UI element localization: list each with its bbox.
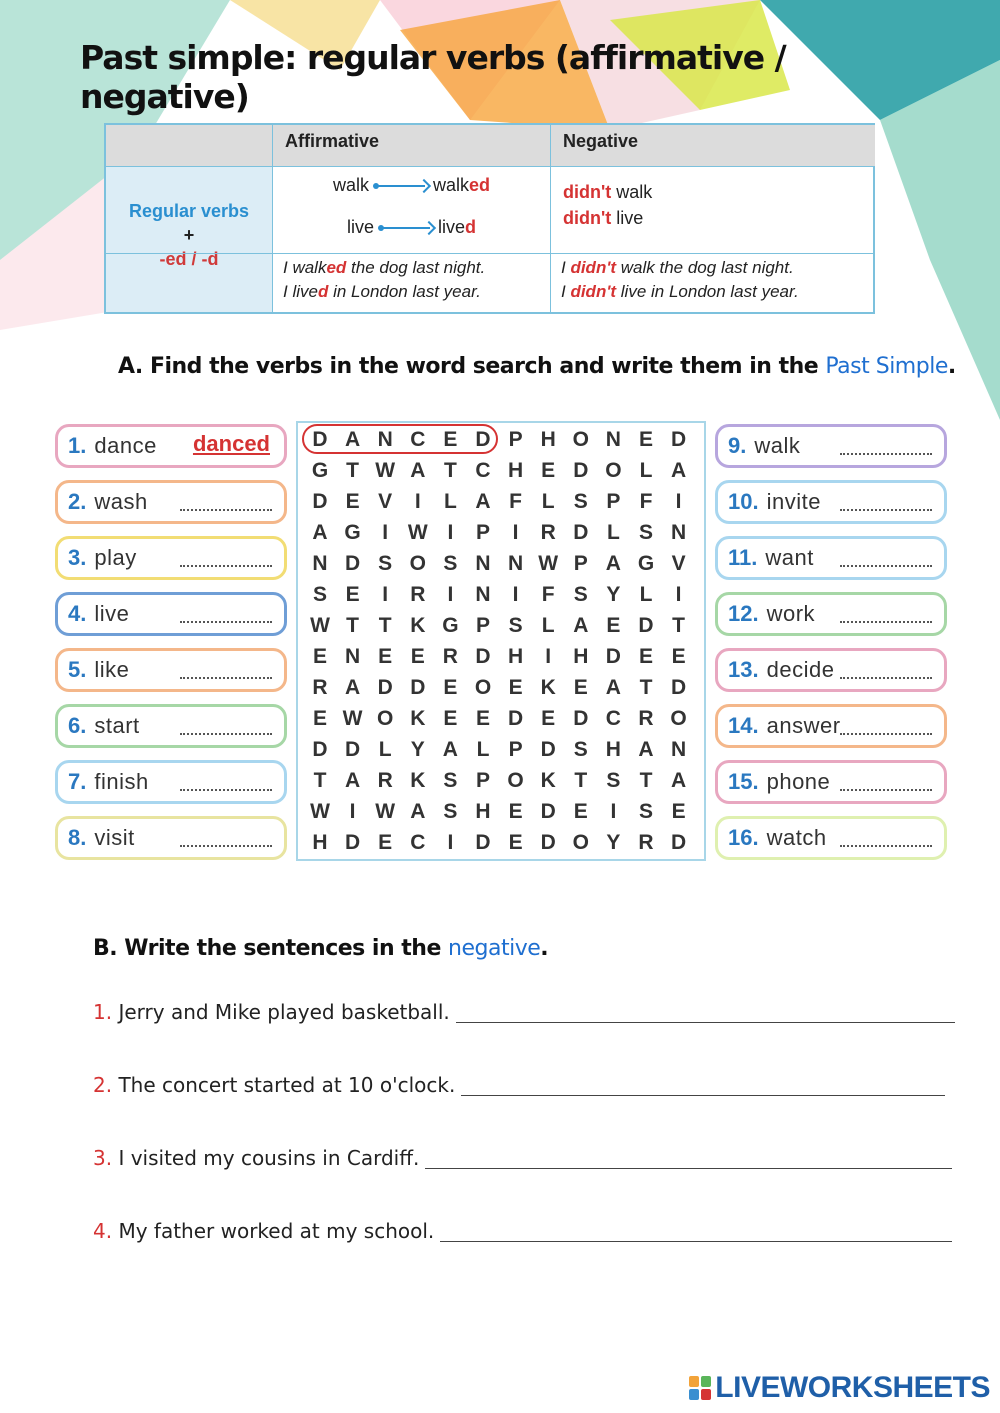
- grid-letter[interactable]: T: [672, 614, 685, 637]
- grid-letter[interactable]: W: [407, 521, 428, 544]
- item-number: 4.: [68, 601, 87, 626]
- left-item-item: [55, 424, 287, 468]
- grid-letter[interactable]: W: [342, 707, 363, 730]
- grid-letter[interactable]: T: [313, 769, 327, 792]
- grid-letter[interactable]: H: [540, 428, 556, 451]
- grid-letter[interactable]: D: [475, 831, 491, 854]
- grid-letter[interactable]: A: [605, 552, 621, 575]
- grid-letter[interactable]: I: [414, 490, 421, 513]
- item-number: 12.: [728, 601, 759, 626]
- grid-letter[interactable]: E: [573, 676, 588, 699]
- answer-line[interactable]: [456, 1022, 955, 1023]
- page-title: Past simple: regular verbs (affirmative / negative): [80, 38, 786, 116]
- answer-field[interactable]: [180, 565, 272, 567]
- grid-letter[interactable]: A: [345, 769, 361, 792]
- grid-letter[interactable]: A: [345, 428, 361, 451]
- right-item-item: [715, 704, 947, 748]
- item-verb: wash: [94, 489, 148, 514]
- table-corner: [106, 125, 272, 166]
- item-verb: decide: [766, 657, 835, 682]
- grid-letter[interactable]: E: [573, 800, 588, 823]
- item-verb: live: [94, 601, 130, 626]
- grid-letter[interactable]: D: [671, 428, 687, 451]
- word-search-row: [298, 766, 704, 797]
- item-number: 1.: [68, 433, 87, 458]
- grid-letter[interactable]: A: [671, 459, 687, 482]
- header-affirmative: Affirmative: [272, 125, 550, 166]
- item-verb: work: [766, 601, 816, 626]
- answer-field[interactable]: [840, 845, 932, 847]
- grid-letter[interactable]: E: [508, 831, 523, 854]
- word-search-row: [298, 580, 704, 611]
- grid-letter[interactable]: S: [312, 583, 327, 606]
- sentence-item: 2. The concert started at 10 o'clock.: [93, 1073, 456, 1097]
- item-verb: play: [94, 545, 137, 570]
- grid-letter[interactable]: D: [671, 831, 687, 854]
- grid-letter[interactable]: S: [378, 552, 393, 575]
- answer-field[interactable]: [840, 789, 932, 791]
- grid-letter[interactable]: S: [508, 614, 523, 637]
- right-item-item: [715, 480, 947, 524]
- grid-letter[interactable]: H: [312, 831, 328, 854]
- grid-letter[interactable]: T: [639, 676, 653, 699]
- section-a-instruction: A. Find the verbs in the word search and write them in the Past Simple.: [118, 354, 956, 379]
- grid-letter[interactable]: V: [671, 552, 686, 575]
- item-number: 14.: [728, 713, 759, 738]
- grid-letter[interactable]: E: [312, 645, 327, 668]
- answer-line[interactable]: [425, 1168, 952, 1169]
- grid-letter[interactable]: T: [443, 459, 457, 482]
- example-live: live lived: [346, 217, 477, 237]
- word-search-row: [298, 797, 704, 828]
- right-item-item: [715, 424, 947, 468]
- grid-letter[interactable]: R: [442, 645, 458, 668]
- affirmative-sentences: I walked the dog last night. I lived in London last year.: [272, 253, 550, 312]
- grid-letter[interactable]: R: [377, 769, 393, 792]
- negative-examples: didn't walk didn't live: [550, 166, 875, 253]
- grid-letter[interactable]: L: [378, 738, 392, 761]
- grid-letter[interactable]: T: [378, 614, 392, 637]
- grid-letter[interactable]: A: [475, 490, 491, 513]
- item-number: 9.: [728, 433, 747, 458]
- example-walk: walk walked: [332, 175, 491, 195]
- grid-letter[interactable]: T: [346, 459, 359, 482]
- grid-letter[interactable]: R: [410, 583, 426, 606]
- item-verb: watch: [766, 825, 827, 850]
- item-number: 16.: [728, 825, 759, 850]
- grid-letter[interactable]: S: [443, 769, 458, 792]
- grid-letter[interactable]: W: [310, 800, 330, 823]
- grid-letter[interactable]: E: [475, 707, 490, 730]
- grid-letter[interactable]: O: [670, 707, 687, 730]
- grid-letter[interactable]: O: [605, 459, 622, 482]
- grid-letter[interactable]: R: [638, 831, 654, 854]
- grid-letter[interactable]: P: [606, 490, 621, 513]
- answer-field[interactable]: [840, 509, 932, 511]
- item-number: 11.: [728, 545, 758, 570]
- grid-letter[interactable]: I: [610, 800, 617, 823]
- grid-letter[interactable]: P: [475, 614, 490, 637]
- grid-letter[interactable]: S: [573, 490, 588, 513]
- grid-letter[interactable]: G: [344, 521, 361, 544]
- grid-letter[interactable]: D: [312, 490, 328, 513]
- grid-letter[interactable]: D: [475, 645, 491, 668]
- grid-letter[interactable]: H: [508, 645, 524, 668]
- grid-letter[interactable]: O: [507, 769, 524, 792]
- item-number: 13.: [728, 657, 759, 682]
- grid-letter[interactable]: D: [605, 645, 621, 668]
- grid-letter[interactable]: F: [541, 583, 555, 606]
- answer-field[interactable]: [840, 733, 932, 735]
- grid-letter[interactable]: N: [475, 583, 491, 606]
- right-item-item: [715, 536, 947, 580]
- grid-letter[interactable]: E: [638, 645, 653, 668]
- word-search-row: [298, 642, 704, 673]
- grid-letter[interactable]: I: [545, 645, 552, 668]
- sentence-item: 1. Jerry and Mike played basketball.: [93, 1000, 450, 1024]
- word-search-row: [298, 735, 704, 766]
- grid-letter[interactable]: D: [540, 800, 556, 823]
- grid-letter[interactable]: E: [345, 583, 360, 606]
- item-verb: walk: [754, 433, 801, 458]
- grid-letter[interactable]: A: [573, 614, 589, 637]
- grid-letter[interactable]: F: [509, 490, 522, 513]
- grid-letter[interactable]: D: [573, 707, 589, 730]
- answer-field[interactable]: [180, 621, 272, 623]
- item-verb: finish: [94, 769, 149, 794]
- item-number: 6.: [68, 713, 87, 738]
- regular-verbs-label: Regular verbs + -ed / -d: [106, 166, 272, 312]
- sentence-item: 3. I visited my cousins in Cardiff.: [93, 1146, 420, 1170]
- answer-line[interactable]: [461, 1095, 945, 1096]
- grid-letter[interactable]: N: [671, 738, 687, 761]
- item-verb: dance: [94, 433, 157, 458]
- grid-letter[interactable]: Y: [606, 831, 621, 854]
- item-number: 5.: [68, 657, 87, 682]
- left-item-item: [55, 480, 287, 524]
- grid-letter[interactable]: D: [573, 521, 589, 544]
- grid-letter[interactable]: K: [540, 676, 556, 699]
- grid-letter[interactable]: I: [675, 490, 682, 513]
- right-item-item: [715, 760, 947, 804]
- item-number: 8.: [68, 825, 87, 850]
- item-number: 7.: [68, 769, 87, 794]
- grid-letter[interactable]: Y: [410, 738, 425, 761]
- grid-letter[interactable]: I: [447, 583, 454, 606]
- grid-letter[interactable]: E: [378, 831, 393, 854]
- grid-letter[interactable]: E: [443, 428, 458, 451]
- right-item-item: [715, 816, 947, 860]
- left-item-item: [55, 536, 287, 580]
- grid-letter[interactable]: P: [475, 521, 490, 544]
- negative-sentences: I didn't walk the dog last night. I didn't live in London last year.: [550, 253, 875, 312]
- item-number: 2.: [68, 489, 87, 514]
- right-item-item: [715, 592, 947, 636]
- grid-letter[interactable]: W: [538, 552, 559, 575]
- grid-letter[interactable]: C: [410, 428, 426, 451]
- grid-letter[interactable]: I: [512, 583, 519, 606]
- grid-letter[interactable]: T: [574, 769, 588, 792]
- grid-letter[interactable]: N: [377, 428, 393, 451]
- word-search-row: [298, 673, 704, 704]
- grid-letter[interactable]: L: [606, 521, 620, 544]
- answer-line[interactable]: [440, 1241, 952, 1242]
- left-item-item: [55, 760, 287, 804]
- grid-letter[interactable]: C: [475, 459, 491, 482]
- grid-letter[interactable]: P: [573, 552, 588, 575]
- grid-letter[interactable]: E: [443, 707, 458, 730]
- grid-letter[interactable]: G: [311, 459, 329, 482]
- grid-letter[interactable]: I: [512, 521, 519, 544]
- grid-letter[interactable]: H: [573, 645, 589, 668]
- grid-letter[interactable]: R: [638, 707, 654, 730]
- grid-letter[interactable]: D: [638, 614, 654, 637]
- grid-letter[interactable]: D: [345, 552, 361, 575]
- word-search-row: [298, 828, 704, 859]
- grid-letter[interactable]: E: [541, 707, 556, 730]
- answer-field[interactable]: [840, 621, 932, 623]
- grid-letter[interactable]: W: [375, 800, 396, 823]
- item-number: 3.: [68, 545, 87, 570]
- item-verb: start: [94, 713, 140, 738]
- grid-letter[interactable]: E: [508, 676, 523, 699]
- left-item-item: [55, 704, 287, 748]
- grid-letter[interactable]: K: [410, 769, 426, 792]
- grid-letter[interactable]: I: [349, 800, 356, 823]
- grid-letter[interactable]: E: [312, 707, 327, 730]
- grid-letter[interactable]: I: [447, 831, 454, 854]
- grid-letter[interactable]: A: [410, 459, 426, 482]
- affirmative-examples: [272, 166, 550, 253]
- answer-field[interactable]: [840, 677, 932, 679]
- grid-letter[interactable]: E: [508, 800, 523, 823]
- grid-letter[interactable]: N: [671, 521, 687, 544]
- grid-letter[interactable]: L: [639, 583, 653, 606]
- grid-letter[interactable]: D: [671, 676, 687, 699]
- right-item-item: [715, 648, 947, 692]
- section-b-instruction: B. Write the sentences in the negative.: [93, 936, 549, 961]
- word-search-row: [298, 704, 704, 735]
- answer-field[interactable]: [180, 509, 272, 511]
- grid-letter[interactable]: E: [443, 676, 458, 699]
- grid-letter[interactable]: N: [475, 552, 491, 575]
- grid-letter[interactable]: D: [345, 831, 361, 854]
- grid-letter[interactable]: N: [345, 645, 361, 668]
- grid-letter[interactable]: D: [345, 738, 361, 761]
- grid-letter[interactable]: R: [312, 676, 328, 699]
- grid-letter[interactable]: I: [382, 583, 389, 606]
- grid-letter[interactable]: A: [345, 676, 361, 699]
- grid-letter[interactable]: S: [443, 552, 458, 575]
- answer-field[interactable]: [180, 789, 272, 791]
- word-search-row: [298, 518, 704, 549]
- left-item-item: [55, 816, 287, 860]
- grid-letter[interactable]: O: [474, 676, 492, 699]
- grid-letter[interactable]: E: [410, 645, 425, 668]
- grid-letter[interactable]: K: [410, 707, 426, 730]
- item-number: 15.: [728, 769, 759, 794]
- grid-letter[interactable]: L: [476, 738, 490, 761]
- grid-letter[interactable]: S: [443, 800, 458, 823]
- grid-letter[interactable]: E: [671, 800, 686, 823]
- word-search-grid: [296, 421, 706, 861]
- grid-letter[interactable]: D: [475, 428, 491, 451]
- grid-letter[interactable]: D: [410, 676, 426, 699]
- grid-letter[interactable]: A: [312, 521, 328, 544]
- grid-letter[interactable]: K: [410, 614, 426, 637]
- grid-letter[interactable]: K: [540, 769, 556, 792]
- answer-field[interactable]: [840, 565, 932, 567]
- grid-letter[interactable]: S: [638, 521, 653, 544]
- grid-letter[interactable]: S: [573, 738, 588, 761]
- grid-letter[interactable]: A: [410, 800, 426, 823]
- grid-letter[interactable]: I: [675, 583, 682, 606]
- grid-letter[interactable]: F: [639, 490, 653, 513]
- grid-letter[interactable]: O: [377, 707, 394, 730]
- left-item-item: [55, 648, 287, 692]
- grid-letter[interactable]: A: [638, 738, 654, 761]
- grid-letter[interactable]: H: [605, 738, 621, 761]
- arrow-icon: [371, 179, 431, 193]
- grid-letter[interactable]: A: [671, 769, 687, 792]
- found-word-highlight: [302, 424, 498, 454]
- word-search-row: [298, 611, 704, 642]
- word-search-row: [298, 456, 704, 487]
- grid-letter[interactable]: D: [377, 676, 393, 699]
- answer-field[interactable]: [180, 677, 272, 679]
- grid-letter[interactable]: N: [508, 552, 524, 575]
- logo-icon: [689, 1376, 711, 1400]
- liveworksheets-logo: LIVEWORKSHEETS: [689, 1371, 990, 1405]
- left-item-item: [55, 592, 287, 636]
- word-search-row: [298, 549, 704, 580]
- grid-letter[interactable]: A: [605, 676, 621, 699]
- answer-field[interactable]: [180, 733, 272, 735]
- grammar-table: [104, 123, 875, 314]
- grid-letter[interactable]: O: [572, 428, 589, 451]
- grid-letter[interactable]: C: [410, 831, 426, 854]
- grid-letter[interactable]: O: [572, 831, 589, 854]
- grid-letter[interactable]: T: [639, 769, 653, 792]
- item-number: 10.: [728, 489, 759, 514]
- grid-letter[interactable]: C: [605, 707, 621, 730]
- grid-letter[interactable]: L: [639, 459, 653, 482]
- answer-field[interactable]: [180, 845, 272, 847]
- grid-letter[interactable]: I: [447, 521, 454, 544]
- grid-letter[interactable]: H: [508, 459, 524, 482]
- grid-letter[interactable]: L: [541, 490, 555, 513]
- grid-letter[interactable]: L: [541, 614, 555, 637]
- word-search-row: [298, 487, 704, 518]
- grid-letter[interactable]: D: [540, 831, 556, 854]
- grid-letter[interactable]: N: [605, 428, 621, 451]
- grid-letter[interactable]: T: [346, 614, 359, 637]
- grid-letter[interactable]: N: [312, 552, 328, 575]
- grid-letter[interactable]: E: [638, 428, 653, 451]
- grid-letter[interactable]: S: [638, 800, 653, 823]
- item-verb: phone: [766, 769, 831, 794]
- grid-letter[interactable]: G: [442, 614, 459, 637]
- grid-letter[interactable]: E: [378, 645, 393, 668]
- grid-letter[interactable]: W: [375, 459, 396, 482]
- sentence-item: 4. My father worked at my school.: [93, 1219, 435, 1243]
- grid-letter[interactable]: D: [312, 738, 328, 761]
- item-verb: visit: [94, 825, 135, 850]
- grid-letter[interactable]: R: [540, 521, 556, 544]
- grid-letter[interactable]: D: [312, 428, 328, 451]
- grid-letter[interactable]: D: [573, 459, 589, 482]
- grid-letter[interactable]: Y: [606, 583, 621, 606]
- grid-letter[interactable]: E: [345, 490, 360, 513]
- grid-letter[interactable]: E: [671, 645, 686, 668]
- grid-letter[interactable]: P: [475, 769, 490, 792]
- grid-letter[interactable]: D: [508, 707, 524, 730]
- grid-letter[interactable]: E: [541, 459, 556, 482]
- grid-letter[interactable]: S: [573, 583, 588, 606]
- answer-field[interactable]: danced: [192, 431, 270, 456]
- item-verb: like: [94, 657, 130, 682]
- grid-letter[interactable]: H: [475, 800, 491, 823]
- grid-letter[interactable]: P: [508, 738, 523, 761]
- item-verb: answer: [766, 713, 841, 738]
- grid-letter[interactable]: O: [409, 552, 426, 575]
- arrow-icon: [376, 221, 436, 235]
- grid-letter[interactable]: W: [310, 614, 330, 637]
- grid-letter[interactable]: G: [637, 552, 655, 575]
- grid-letter[interactable]: E: [606, 614, 621, 637]
- item-verb: invite: [766, 489, 821, 514]
- grid-letter[interactable]: S: [606, 769, 621, 792]
- grid-letter[interactable]: A: [442, 738, 458, 761]
- grid-letter[interactable]: L: [443, 490, 457, 513]
- item-verb: want: [765, 545, 814, 570]
- grid-letter[interactable]: V: [378, 490, 393, 513]
- grid-letter[interactable]: P: [508, 428, 523, 451]
- answer-field[interactable]: [840, 453, 932, 455]
- grid-letter[interactable]: I: [382, 521, 389, 544]
- header-negative: Negative: [550, 125, 875, 166]
- grid-letter[interactable]: D: [540, 738, 556, 761]
